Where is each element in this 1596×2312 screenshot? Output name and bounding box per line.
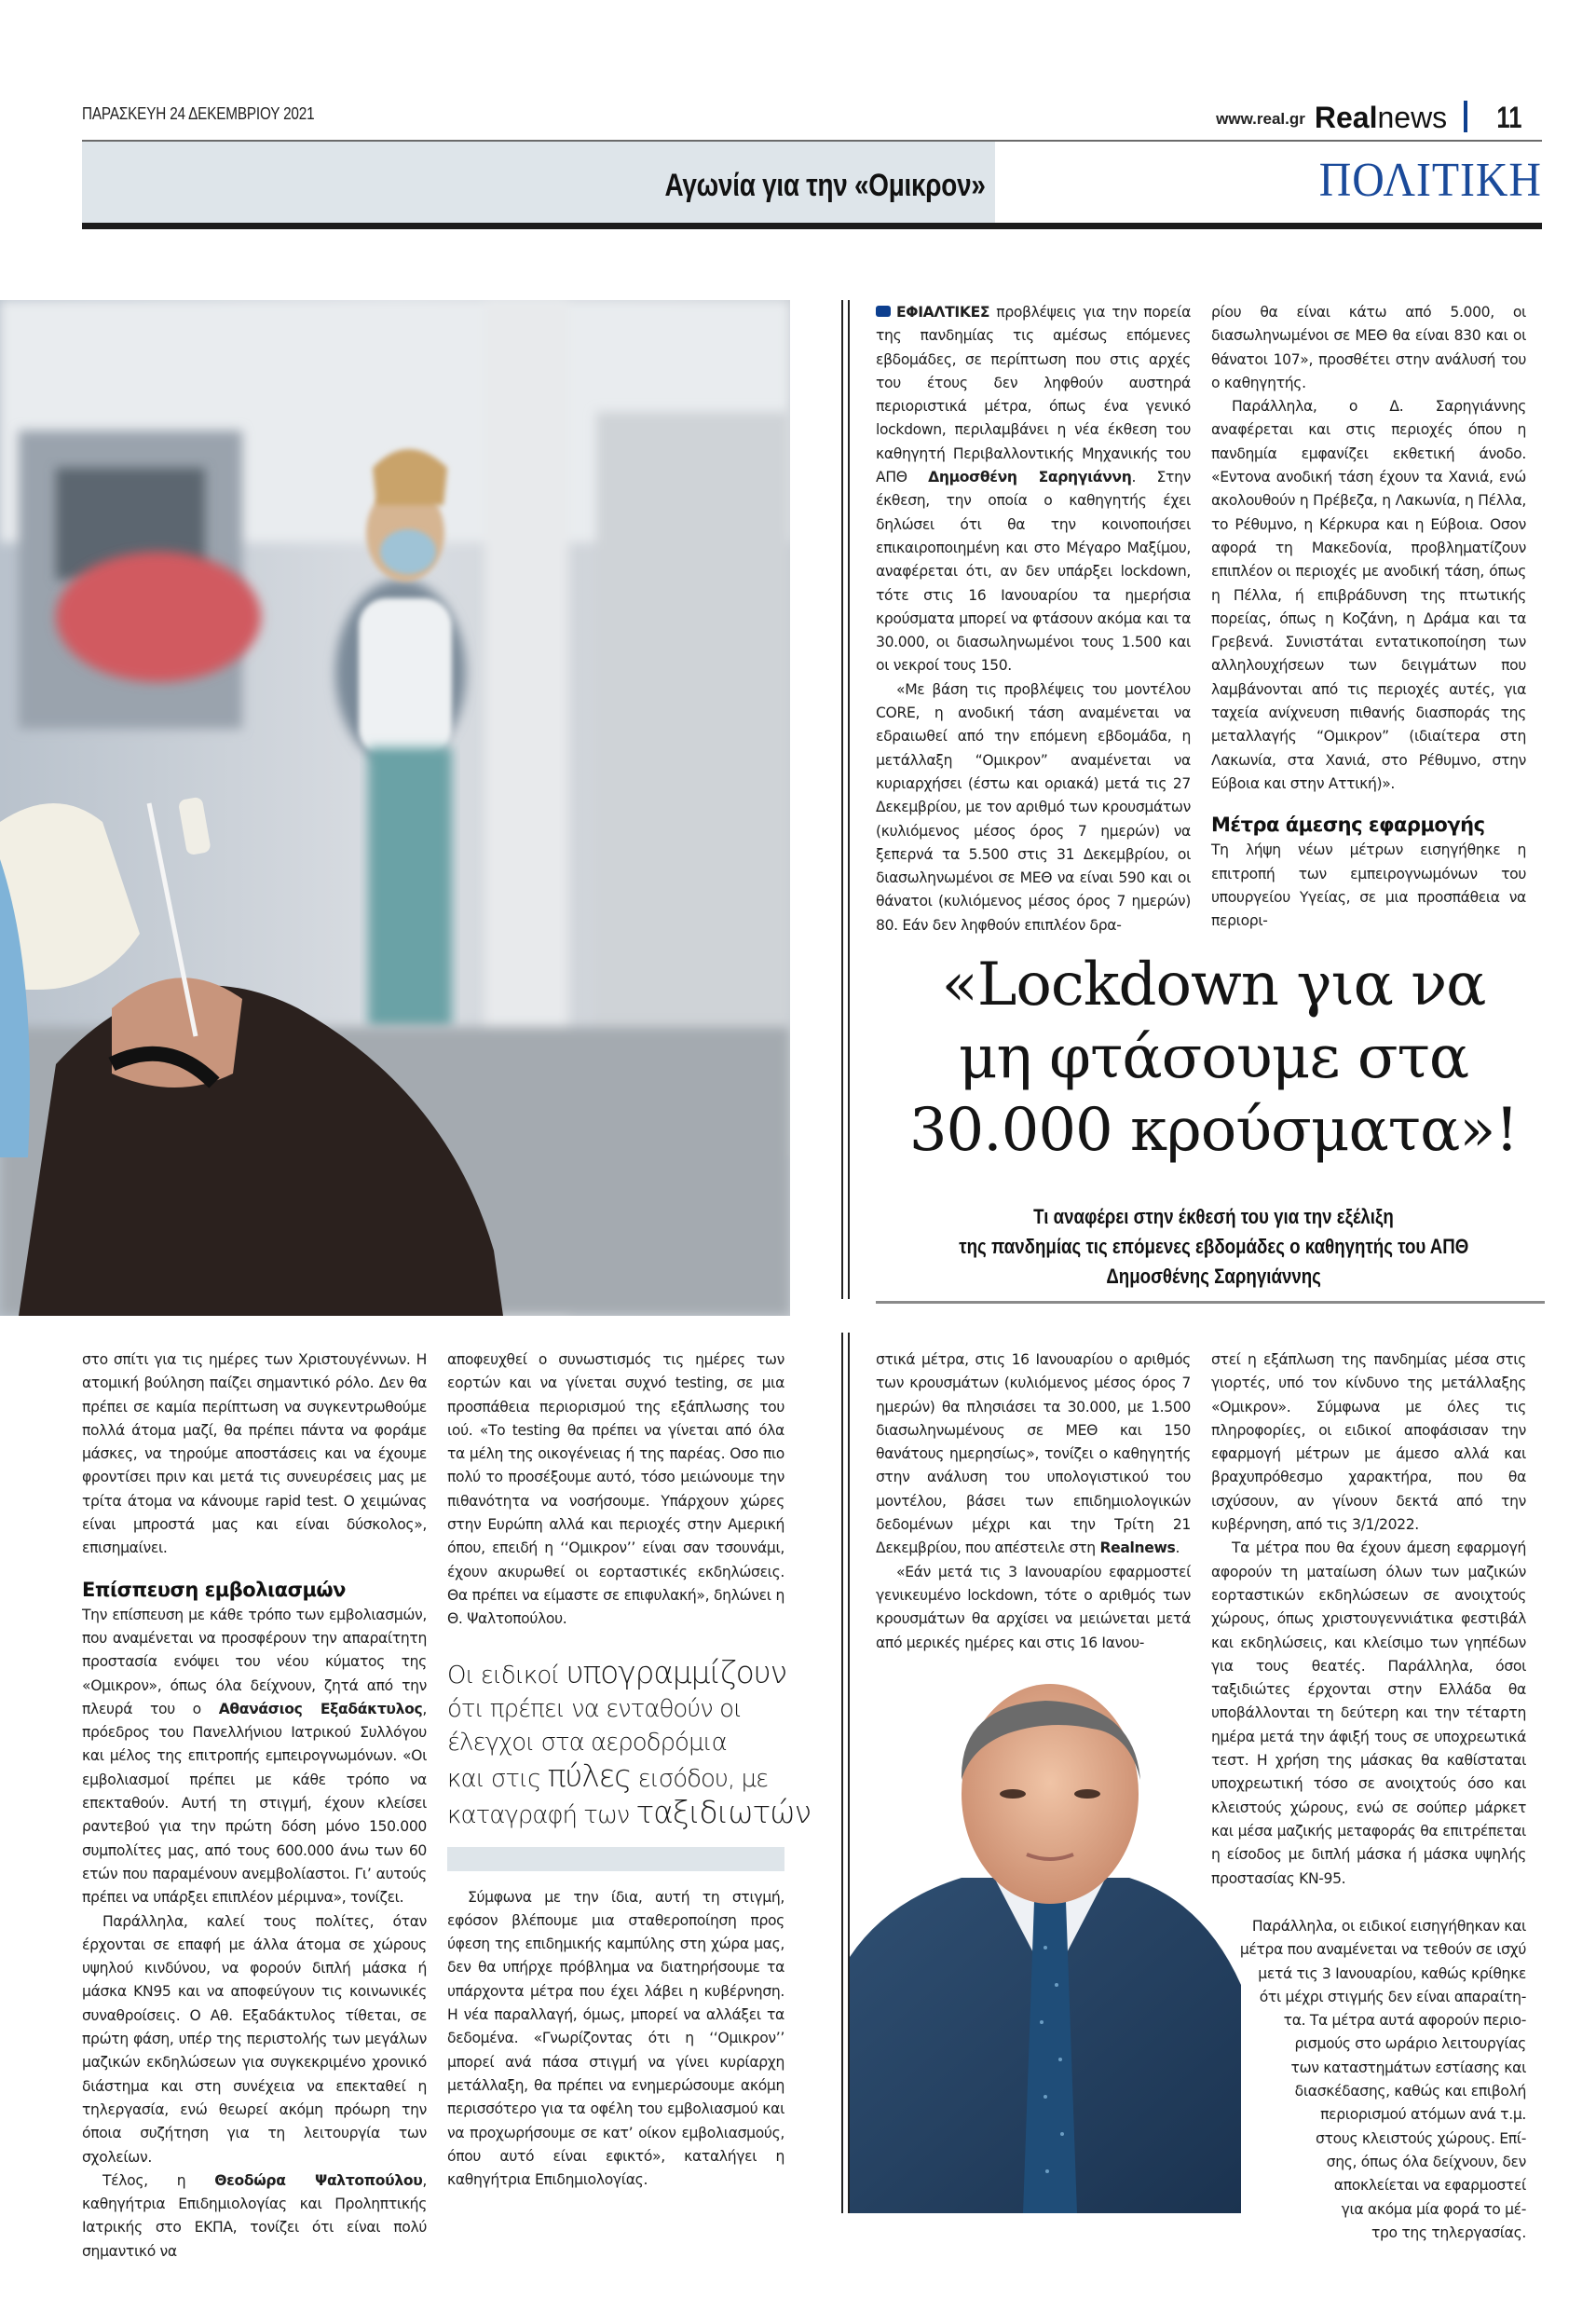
pull-quote-emphasis: υπογραμμίζουν <box>566 1653 786 1690</box>
wrap-line: ρισμούς στο ωράριο λειτουργίας <box>1294 2035 1526 2053</box>
wrap-line: ότι μέχρι στιγμής δεν είναι απαραίτη- <box>1259 1988 1526 2005</box>
photo-portrait-sarigiannis <box>850 1677 1241 2213</box>
photo-portrait-image <box>850 1677 1241 2213</box>
column-rule <box>841 300 843 1299</box>
masthead <box>1216 101 1542 132</box>
wrap-line: για ακόμα μία φορά το μέ- <box>1341 2200 1526 2218</box>
pull-quote <box>447 1653 811 1832</box>
header-rule-thick <box>82 223 1542 229</box>
brand-divider <box>1464 101 1467 132</box>
paragraph-text: . Στην έκθεση, την οποία ο καθηγητής έχει δηλώσει ότι θα την κοινοποιήσει επικαιροποιημένη και στο Μέγαρο Μαξίμου, αναφέρεται ότι, αν δεν υπάρξει lockdown, τότε στις 16 Ιανουαρίου τα ημερήσια κρούσματα μπορεί να φτάσουν ακόμα και τα 30.000, οι διασωληνωμένοι τους 1.500 και οι νεκροί τους 150. <box>876 469 1191 675</box>
site-url[interactable]: www.real.gr <box>1216 110 1305 128</box>
pull-quote-text: και στις <box>447 1764 548 1793</box>
wrap-line: σης, όπως όλα δείχνουν, δεν <box>1326 2153 1526 2170</box>
pull-quote-line <box>447 1793 811 1832</box>
wrap-line: μέτρα που αναμένεται να τεθούν σε ισχύ <box>1239 1941 1526 1959</box>
wrap-line: των καταστημάτων εστίασης και <box>1290 2059 1526 2076</box>
wrap-line: στους κλειστούς χώρους. Επί- <box>1316 2129 1526 2147</box>
pull-quote-emphasis: πύλες <box>547 1757 632 1794</box>
pull-quote-line <box>447 1759 801 1796</box>
pull-quote-line <box>447 1653 801 1692</box>
column-rule <box>848 300 850 1299</box>
paragraph: αποφευχθεί ο συνωστισμός τις ημέρες των εορτών και να γίνεται συχνό testing, σε μια προσπάθεια περιορισμού της εξάπλωσης του ιού. «Το testing θα πρέπει να γίνεται από όλα τα μέλη της οικογένειας ή της παρέας. Οσο πιο πολύ το προσέξουμε αυτό, τόσο μειώνουμε την πιθανότητα να νοσήσουμε. Υπάρχουν χώρες στην Ευρώπη αλλά και περιοχές στην Αμερική όπου, επειδή η ‘‘Ομικρον’’ είναι σαν τσουνάμι, έχουν ακυρωθεί οι εορταστικές εκδηλώσεις. Θα πρέπει να είμαστε σε επιφυλακή», δηλώνει η Θ. Ψαλτοπούλου. <box>447 1351 784 1628</box>
paragraph-text: , πρόεδρος του Πανελλήνιου Ιατρικού Συλλόγου και μέλος της επιτροπής εμπειρογνωμόνων. «Οι εμβολιασμοί πρέπει με κάθε τρόπο να επεκταθούν. Αυτή τη στιγμή, έχουν κλείσει ραντεβού για την πρώτη δόση μόνο 150.000 συμπολίτες μας, από τους 600.000 άνω των 60 ετών που παραμένουν ανεμβολίαστοι. Γι’ αυτούς πρέπει να υπάρξει επιπλέον μέριμνα», τονίζει. <box>82 1700 427 1907</box>
photo-covid-test-image <box>0 300 790 1316</box>
pull-quote-emphasis: ταξιδιωτών <box>635 1793 811 1830</box>
person-name: Αθανάσιος Εξαδάκτυλος <box>218 1700 423 1717</box>
person-name: Δημοσθένη Σαρηγιάννη <box>928 469 1132 486</box>
headline-rule <box>876 1301 1545 1304</box>
paragraph-text: Την επίσπευση με κάθε τρόπο των εμβολιασμών, που αναμένεται να προσφέρουν την απαραίτητη προστασία ενόψει του νέου κύματος της «Ομικρον», όπως όλα δείχνουν, ζητά από την πλευρά του ο <box>82 1606 427 1717</box>
paragraph: στο σπίτι για τις ημέρες των Χριστουγέννων. Η ατομική βούληση παίζει σημαντικό ρόλο. Δεν θα πρέπει σε καμία περίπτωση να συγκεντρωθούμε πολλά άτομα μαζί, θα πρέπει πάντα να φοράμε μάσκες, να τηρούμε αποστάσεις και να έχουμε φροντίσει πριν και μετά τις συνευρέσεις μας με τρίτα άτομα να κάνουμε rapid test. Ο χειμώνας είναι μπροστά μας και είναι δύσκολος», επισημαίνει. <box>82 1351 427 1557</box>
pull-quote-text: εισόδου, με <box>631 1764 769 1793</box>
article-column-bottom-4-wrap <box>1211 1915 1526 2245</box>
paragraph: Τα μέτρα που θα έχουν άμεση εφαρμογή αφορούν τη ματαίωση όλων των μαζικών εορταστικών εκδηλώσεων σε ανοιχτούς χώρους, όπως χριστουγεννιάτικα φεστιβάλ και εκδηλώσεις, και κλείσιμο των γηπέδων για τους θεατές. Παράλληλα, όσοι ταξιδιώτες έρχονται στην Ελλάδα θα υποβάλλονται τη δεύτερη και την τέταρτη ημέρα μετά την άφιξή τους σε υποχρεωτικά τεστ. Η χρήση της μάσκας θα καθίσταται υποχρεωτική τόσο σε ανοιχτούς όσο και κλειστούς χώρους, ενώ σε σούπερ μάρκετ και μέσα μαζικής μεταφοράς θα επιτρέπεται η είσοδος με διπλή μάσκα ή μάσκα υψηλής προστασίας KN-95. <box>1211 1539 1526 1887</box>
lead-paragraph <box>876 301 1191 678</box>
page-number: 11 <box>1496 101 1522 134</box>
pull-quote-band <box>447 1847 784 1871</box>
article-column-top-2 <box>1211 301 1526 933</box>
section-name: ΠΟΛΙΤΙΚΗ <box>1318 154 1542 207</box>
headline-line: μη φτάσουμε στα <box>958 1023 1469 1092</box>
article-column-bottom-2b <box>447 1886 784 2193</box>
paragraph: «Εάν μετά τις 3 Ιανουαρίου εφαρμοστεί γενικευμένο lockdown, τότε ο αριθμός των κρουσμάτων θα αρχίσει να μειώνεται μετά από μερικές ημέρες και στις 16 Ιανου- <box>876 1563 1191 1651</box>
issue-date: ΠΑΡΑΣΚΕΥΗ 24 ΔΕΚΕΜΒΡΙΟΥ 2021 <box>82 104 315 123</box>
pull-quote-text: καταγραφή των <box>447 1800 636 1829</box>
subtitle-line: Δημοσθένης Σαρηγιάννης <box>1106 1265 1321 1288</box>
brand-logo <box>1315 103 1447 132</box>
paragraph: Παράλληλα, καλεί τους πολίτες, όταν έρχονται σε επαφή με άλλα άτομα σε χώρους υψηλού κινδύνου, να φορούν διπλή μάσκα ή μάσκα KN95 και να αποφεύγουν τις κοινωνικές συναθροίσεις. Ο Αθ. Εξαδάκτυλος τίθεται, σε πρώτη φάση, υπέρ της περιστολής των μεγάλων μαζικών εκδηλώσεων για συγκεκριμένο χρονικό διάστημα και στη συνέχεια να επεκταθεί η τηλεργασία, ενώ θεωρεί ακόμη πρόωρη την όποια συζήτηση για τη λειτουργία των σχολείων. <box>82 1912 427 2166</box>
wrap-line: τρο της τηλεργασίας. <box>1371 2223 1526 2241</box>
wrap-line: Παράλληλα, οι ειδικοί εισηγήθηκαν και <box>1251 1918 1526 1935</box>
lead-bullet-icon <box>876 306 891 317</box>
paragraph <box>82 2169 427 2264</box>
kicker-title: Αγωνία για την «Ομικρον» <box>664 168 986 203</box>
subheading: Επίσπευση εμβολιασμών <box>82 1578 346 1601</box>
paragraph: Σύμφωνα με την ίδια, αυτή τη στιγμή, εφόσον βλέπουμε μια σταθεροποίηση προς ύφεση της επιδημικής καμπύλης στη χώρα μας, δεν θα υπήρχε πρόβλημα να διατηρήσουμε τα υπάρχοντα μέτρα που έχει λάβει η κυβέρνηση. Η νέα παραλλαγή, όμως, μπορεί να αλλάξει τα δεδομένα. «Γνωρίζοντας ότι η ‘‘Ομικρον’’ μπορεί ανά πάσα στιγμή να γίνει κυρίαρχη μετάλλαξη, θα πρέπει να ενημερώσουμε ακόμη περισσότερο για τα οφέλη του εμβολιασμού και να προχωρήσουμε σε κατ’ οίκον εμβολιασμούς, όπου αυτό είναι εφικτό», καταλήγει η καθηγήτρια Επιδημιολογίας. <box>447 1888 784 2189</box>
article-column-bottom-3 <box>876 1348 1191 1655</box>
wrap-line: διασκέδασης, καθώς και επιβολή <box>1294 2083 1526 2100</box>
article-column-bottom-1 <box>82 1348 427 2264</box>
person-name: Θεοδώρα Ψαλτοπούλου <box>214 2171 423 2189</box>
wrap-line: τα. Τα μέτρα αυτά αφορούν περιο- <box>1283 2012 1526 2030</box>
paragraph-text: στικά μέτρα, στις 16 Ιανουαρίου ο αριθμός των κρουσμάτων (κυλιόμενος μέσος όρος 7 ημερών) θα πλησιάσει τα 30.000, με 1.500 διασωληνωμένους σε ΜΕΘ και 150 θανάτους ημερησίως», τονίζει ο καθηγητής στην ανάλυση του υπολογιστικού του μοντέλου, βάσει των επιδημιολογικών δεδομένων μέχρι και την Τρίτη 21 Δεκεμβρίου, που απέστειλε στη <box>876 1351 1191 1557</box>
subtitle-line: Τι αναφέρει στην έκθεσή του για την εξέλιξη <box>1033 1205 1394 1228</box>
paragraph: Τη λήψη νέων μέτρων εισηγήθηκε η επιτροπή των εμπειρογνωμόνων του υπουργείου Υγείας, σε μια προσπάθεια να περιορι- <box>1211 841 1526 930</box>
wrap-line: αποκλείεται να εφαρμοστεί <box>1333 2177 1526 2195</box>
headline-line: 30.000 κρούσματα»! <box>908 1096 1519 1165</box>
paragraph <box>82 1604 427 1910</box>
paragraph-text: Τέλος, η <box>102 2171 215 2189</box>
publication-name: Realnews <box>1099 1539 1176 1557</box>
photo-covid-test <box>0 300 790 1316</box>
wrap-line: μετά τις 3 Ιανουαρίου, καθώς κρίθηκε <box>1258 1964 1526 1982</box>
paragraph: «Με βάση τις προβλέψεις του μοντέλου CORE, η ανοδική τάση αναμένεται να εδραιωθεί από την επόμενη εβδομάδα, η μετάλλαξη “Ομικρον” αναμένεται να κυριαρχήσει (έστω και οριακά) μετά τις 27 Δεκεμβρίου, με τον αριθμό των κρουσμάτων (κυλιόμενος μέσος όρος 7 ημερών) να ξεπερνά τα 5.500 στις 31 Δεκεμβρίου, οι διασωληνωμένοι σε ΜΕΘ να είναι 590 και οι θάνατοι (κυλιόμενος μέσος όρος 7 ημερών) 80. Εάν δεν ληφθούν επιπλέον δρα- <box>876 680 1191 934</box>
pull-quote-line: έλεγχοι στα αεροδρόμια <box>447 1728 727 1757</box>
paragraph-text: προβλέψεις για την πορεία της πανδημίας τις αμέσως επόμενες εβδομάδες, σε περίπτωση που στις αρχές του έτους δεν ληφθούν αυστηρά περιοριστικά μέτρα, όπως ένα γενικό lockdown, περιλαμβάνει η νέα έκθεση του καθηγητή Περιβαλλοντικής Μηχανικής του ΑΠΘ <box>876 304 1191 486</box>
paragraph-text: . <box>1175 1539 1180 1557</box>
paragraph: στεί η εξάπλωση της πανδημίας μέσα στις γιορτές, υπό τον κίνδυνο της μετάλλαξης «Ομικρον». Σύμφωνα με όλες τις πληροφορίες, οι ειδικοί αποφάσισαν την εφαρμογή μέτρων με άμεσο αλλά και βραχυπρόθεσμο χαρακτήρα, που θα ισχύσουν, αν γίνουν δεκτά από την κυβέρνηση, από τις 3/1/2022. <box>1211 1351 1526 1534</box>
subtitle-line: της πανδημίας τις επόμενες εβδομάδες ο καθηγητής του ΑΠΘ <box>958 1235 1469 1258</box>
brand-logo-light: news <box>1377 101 1448 134</box>
pull-quote-text: Οι ειδικοί <box>447 1661 566 1690</box>
headline-line: «Lockdown για να <box>941 951 1486 1019</box>
subtitle <box>866 1202 1561 1292</box>
brand-logo-bold: Real <box>1314 101 1378 134</box>
wrap-line: περιορισμού ατόμων ανά τ.μ. <box>1320 2106 1526 2124</box>
article-column-top-1 <box>876 301 1191 937</box>
paragraph: ρίου θα είναι κάτω από 5.000, οι διασωληνωμένοι σε ΜΕΘ θα είναι 830 και οι θάνατοι 107», προσθέτει στην ανάλυσή του ο καθηγητής. <box>1211 304 1526 391</box>
subheading: Μέτρα άμεσης εφαρμογής <box>1211 814 1485 837</box>
paragraph <box>876 1348 1191 1561</box>
headline <box>866 949 1561 1167</box>
article-column-bottom-2 <box>447 1348 811 2192</box>
paragraph-text: , καθηγήτρια Επιδημιολογίας και Προληπτικής Ιατρικής στο ΕΚΠΑ, τονίζει ότι είναι πολύ σημαντικό να <box>82 2171 427 2260</box>
column-rule <box>841 1333 843 2213</box>
lead-word: ΕΦΙΑΛΤΙΚΕΣ <box>896 304 990 321</box>
paragraph: Παράλληλα, ο Δ. Σαρηγιάννης αναφέρεται και στις περιοχές όπου η πανδημία εμφανίζει εκθετική άνοδο. «Εντονα ανοδική τάση έχουν τα Χανιά, ενώ ακολουθούν η Πρέβεζα, η Λακωνία, η Πέλλα, το Ρέθυμνο, η Κέρκυρα και η Εύβοια. Οσον αφορά τη Μακεδονία, προβληματίζουν επιπλέον οι περιοχές με ανοδική τάση, όπως η Πέλλα, ή επιβράδυνση της πτωτικής πορείας, όπως η Κοζάνη, η Δράμα και τα Γρεβενά. Συνιστάται εντατικοποίηση των αλληλουχήσεων των δειγμάτων που λαμβάνονται από τις περιοχές αυτές, για ταχεία ανίχνευση πιθανής διασποράς της μεταλλαγής “Ομικρον” (ιδιαίτερα στη Λακωνία, στα Χανιά, στο Ρέθυμνο, στην Εύβοια και στην Αττική)». <box>1211 398 1526 792</box>
article-column-bottom-4 <box>1211 1348 1526 1891</box>
pull-quote-line: ότι πρέπει να ενταθούν οι <box>447 1694 743 1723</box>
